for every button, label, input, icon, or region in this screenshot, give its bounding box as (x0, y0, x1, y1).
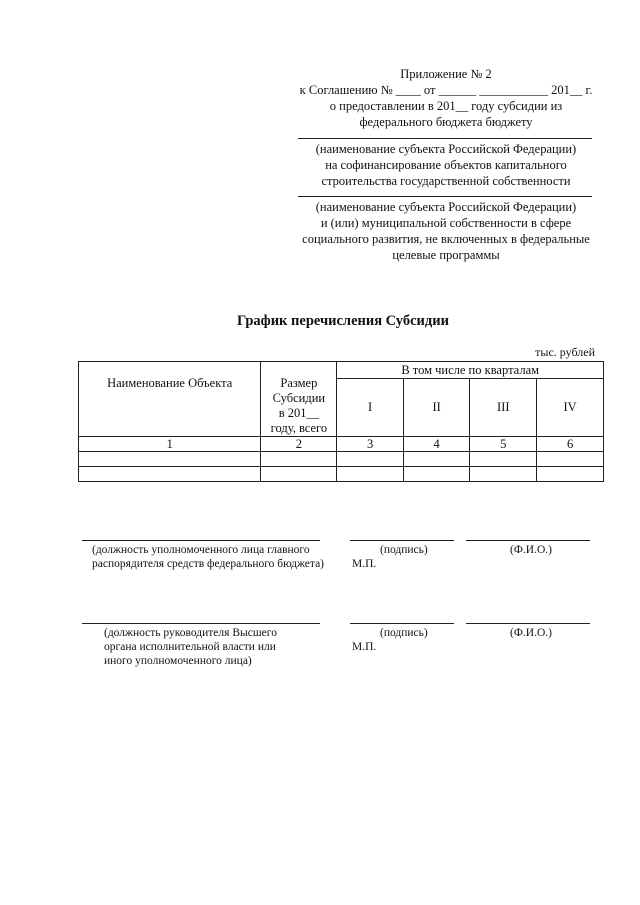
table-cell[interactable] (79, 467, 261, 482)
table-cell[interactable] (403, 467, 470, 482)
position-caption-line: (должность уполномоченного лица главного (92, 544, 310, 556)
column-number: 1 (79, 437, 261, 452)
position-caption-2 (104, 626, 277, 668)
subsidy-size-line-3: в 201__ (278, 406, 320, 420)
units-label: тыс. рублей (535, 345, 595, 359)
quarter-2-header: II (403, 379, 470, 437)
table-cell[interactable] (403, 452, 470, 467)
table-cell[interactable] (470, 452, 537, 467)
table-cell[interactable] (79, 452, 261, 467)
table-row (79, 467, 604, 482)
cofinancing-line: на софинансирование объектов капитального (325, 158, 567, 172)
column-header-subsidy-size (261, 362, 337, 437)
position-caption-line: (должность руководителя Высшего (104, 627, 277, 639)
column-numbers-row (79, 437, 604, 452)
column-number: 2 (261, 437, 337, 452)
subject-caption-2: (наименование субъекта Российской Федерации) (315, 200, 577, 214)
signature-caption-1: (подпись) (380, 544, 428, 556)
position-caption-1 (92, 543, 324, 571)
table-cell[interactable] (261, 452, 337, 467)
budget-line: федерального бюджета бюджету (359, 115, 533, 129)
table-cell[interactable] (470, 467, 537, 482)
construction-line: строительства государственной собственности (321, 174, 571, 188)
position-caption-line: иного уполномоченного лица) (104, 655, 252, 667)
position-caption-line: органа исполнительной власти или (104, 641, 276, 653)
position-signature-line-1 (82, 540, 320, 541)
table-cell[interactable] (537, 467, 604, 482)
target-programs-line: целевые программы (392, 248, 500, 262)
municipal-line: и (или) муниципальной собственности в сфере (320, 216, 572, 230)
header-block-3 (288, 199, 604, 263)
sign-line-2 (350, 623, 454, 624)
subject-name-blank-2 (298, 196, 592, 197)
header-block-2 (288, 141, 604, 189)
quarter-1-header: I (337, 379, 403, 437)
subsidy-year-line: о предоставлении в 201__ году субсидии из (329, 99, 563, 113)
appendix-number: Приложение № 2 (400, 67, 492, 81)
table-cell[interactable] (337, 452, 403, 467)
column-number: 6 (537, 437, 604, 452)
stamp-label-1: М.П. (352, 558, 377, 570)
table-cell[interactable] (537, 452, 604, 467)
table-cell[interactable] (337, 467, 403, 482)
position-signature-line-2 (82, 623, 320, 624)
subsidy-size-line-4: году, всего (270, 421, 328, 435)
signature-caption-2: (подпись) (380, 627, 428, 639)
fio-caption-1: (Ф.И.О.) (510, 544, 552, 556)
column-number: 5 (470, 437, 537, 452)
social-development-line: социального развития, не включенных в федеральные (302, 232, 590, 246)
appendix-header (288, 66, 604, 130)
position-caption-line: распорядителя средств федерального бюджета) (92, 558, 324, 570)
document-title: График перечисления Субсидии (237, 313, 449, 329)
column-number: 4 (403, 437, 470, 452)
subject-caption-1: (наименование субъекта Российской Федерации) (315, 142, 577, 156)
sign-line-1 (350, 540, 454, 541)
table-row (79, 452, 604, 467)
agreement-reference: к Соглашению № ____ от ______ ___________ 201__ г. (299, 83, 593, 97)
subsidy-size-line-1: Размер (280, 376, 318, 390)
payment-schedule-table (78, 361, 604, 482)
quarter-3-header: III (470, 379, 537, 437)
subsidy-size-line-2: Субсидии (272, 391, 326, 405)
fio-line-1 (466, 540, 590, 541)
subject-name-blank-1 (298, 138, 592, 139)
stamp-label-2: М.П. (352, 641, 377, 653)
table-cell[interactable] (261, 467, 337, 482)
fio-line-2 (466, 623, 590, 624)
column-number: 3 (337, 437, 403, 452)
column-header-object-name: Наименование Объекта (79, 362, 261, 437)
column-header-quarters: В том числе по кварталам (337, 362, 604, 379)
fio-caption-2: (Ф.И.О.) (510, 627, 552, 639)
quarter-4-header: IV (537, 379, 604, 437)
